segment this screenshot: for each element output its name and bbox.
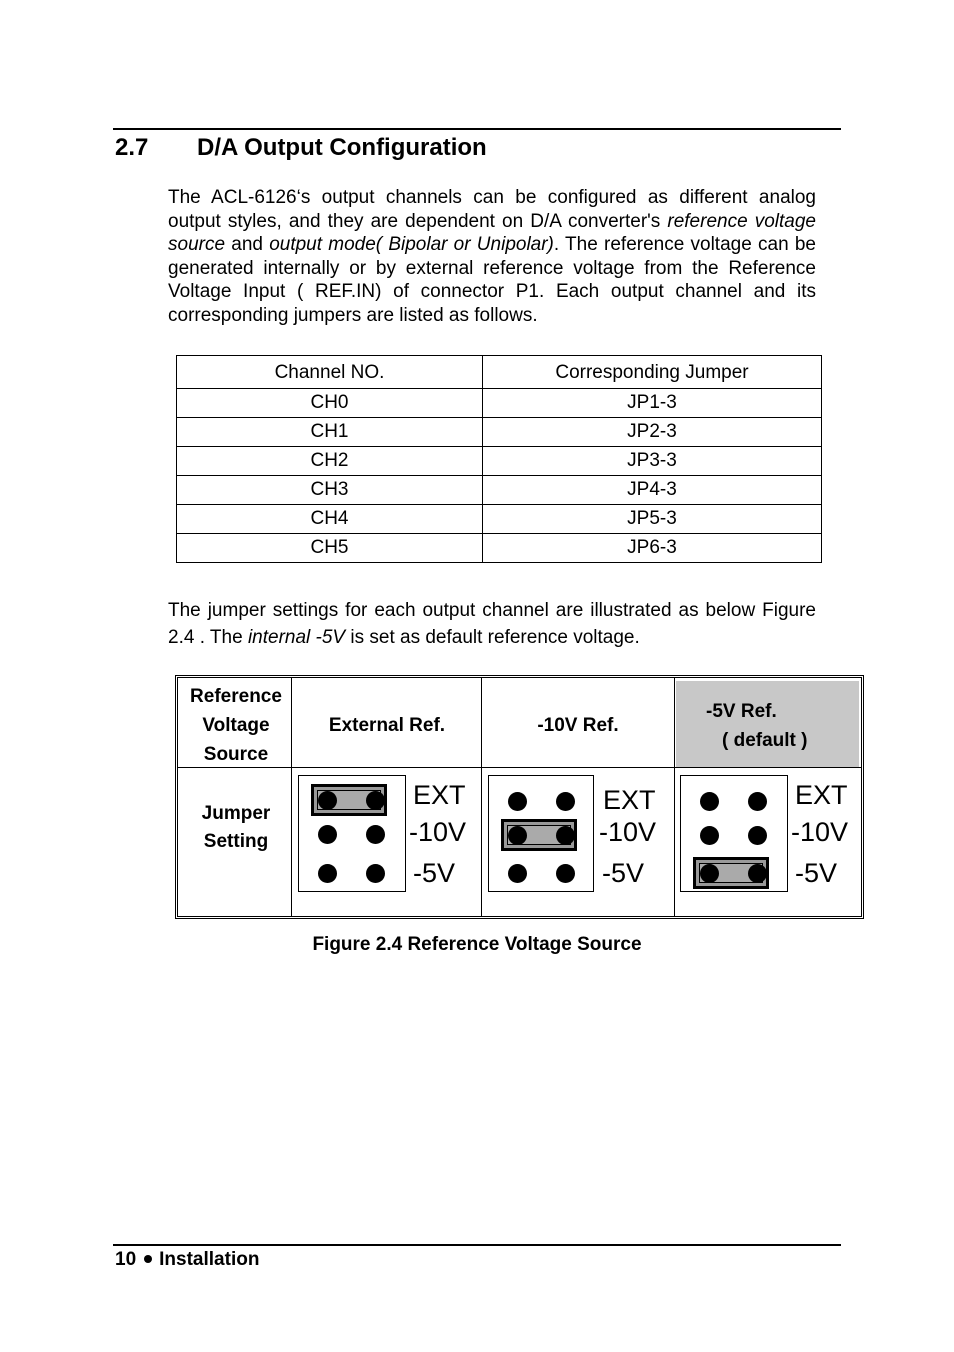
pin-label-10v: -10V bbox=[599, 817, 657, 847]
jumper-pin bbox=[556, 792, 575, 811]
table-row bbox=[177, 534, 822, 563]
col-header-10v: -10V Ref. bbox=[537, 715, 619, 736]
jumper-pin bbox=[508, 864, 527, 883]
intro-paragraph bbox=[168, 186, 816, 328]
jumper-text-2: is set as default reference voltage. bbox=[345, 627, 640, 648]
jumper-cell: JP4-3 bbox=[483, 476, 822, 505]
channel-cell: CH5 bbox=[177, 534, 483, 563]
page-footer bbox=[115, 1249, 259, 1271]
intro-text-2: and bbox=[225, 234, 270, 256]
channel-jumper-table bbox=[176, 355, 822, 563]
table-row bbox=[177, 447, 822, 476]
jumper-pin bbox=[366, 791, 385, 810]
col-header-external: External Ref. bbox=[328, 715, 446, 736]
column-divider bbox=[291, 678, 292, 916]
table-row bbox=[177, 476, 822, 505]
jumper-pin bbox=[556, 864, 575, 883]
pin-label-ext: EXT bbox=[603, 785, 656, 815]
column-divider bbox=[481, 678, 482, 916]
header-channel: Channel NO. bbox=[177, 356, 483, 389]
intro-italic-1: reference voltage source bbox=[168, 210, 816, 256]
header-jumper: Corresponding Jumper bbox=[483, 356, 822, 389]
jumper-pin bbox=[318, 825, 337, 844]
page-number: 10 bbox=[115, 1249, 137, 1270]
jumper-pin bbox=[366, 825, 385, 844]
reference-voltage-figure bbox=[175, 675, 864, 919]
table-row bbox=[177, 505, 822, 534]
top-rule bbox=[113, 128, 841, 130]
jumper-italic-1: internal -5V bbox=[247, 627, 346, 648]
jumper-pin bbox=[318, 864, 337, 883]
jumper-pin bbox=[700, 826, 719, 845]
intro-text-1: The ACL-6126‘s output channels can be configured as different analog output styles, and they are dependent on D/A converter's bbox=[168, 187, 816, 232]
intro-italic-2: output mode( Bipolar or Unipolar) bbox=[269, 234, 554, 256]
pin-label-5v: -5V bbox=[413, 858, 456, 888]
jumper-pin bbox=[748, 792, 767, 811]
jumper-pin bbox=[748, 864, 767, 883]
col-header-5v: -5V Ref. bbox=[706, 701, 777, 722]
jumper-pin bbox=[508, 826, 527, 845]
jumper-cell: JP2-3 bbox=[483, 418, 822, 447]
pin-label-ext: EXT bbox=[413, 780, 466, 810]
channel-cell: CH1 bbox=[177, 418, 483, 447]
table-row bbox=[177, 389, 822, 418]
channel-cell: CH0 bbox=[177, 389, 483, 418]
footer-section: Installation bbox=[159, 1249, 260, 1270]
jumper-pin bbox=[366, 864, 385, 883]
table-row bbox=[177, 418, 822, 447]
figure-caption: Figure 2.4 Reference Voltage Source bbox=[312, 934, 642, 955]
jumper-cell: JP5-3 bbox=[483, 505, 822, 534]
row-header-jumper-setting: Jumper Setting bbox=[201, 803, 271, 852]
section-title: D/A Output Configuration bbox=[197, 134, 487, 161]
pin-label-ext: EXT bbox=[795, 780, 848, 810]
row-header-reference: Reference Voltage Source bbox=[190, 686, 282, 765]
jumper-pin bbox=[556, 826, 575, 845]
column-divider bbox=[674, 678, 675, 916]
pin-label-5v: -5V bbox=[795, 858, 838, 888]
jumper-cell: JP1-3 bbox=[483, 389, 822, 418]
table-header-row bbox=[177, 356, 822, 389]
jumper-pin bbox=[748, 826, 767, 845]
jumper-pin bbox=[700, 864, 719, 883]
jumper-pin bbox=[508, 792, 527, 811]
col-header-5v-default: ( default ) bbox=[722, 730, 808, 751]
jumper-text-1: The jumper settings for each output channel are illustrated as below Figure 2.4 . The bbox=[168, 600, 816, 648]
bullet-dot bbox=[144, 1255, 152, 1263]
pin-label-5v: -5V bbox=[602, 858, 645, 888]
intro-text-3: . The reference voltage can be generated internally or by external reference voltage from the Reference Voltage Input ( REF.IN) of connector P1. Each output channel and its corresponding jumpers are listed as follows. bbox=[168, 234, 816, 326]
pin-label-10v: -10V bbox=[791, 817, 849, 847]
channel-cell: CH4 bbox=[177, 505, 483, 534]
bottom-rule bbox=[113, 1244, 841, 1246]
jumper-pin bbox=[318, 791, 337, 810]
jumper-cell: JP3-3 bbox=[483, 447, 822, 476]
jumper-cell: JP6-3 bbox=[483, 534, 822, 563]
pin-label-10v: -10V bbox=[409, 817, 467, 847]
jumper-pin bbox=[700, 792, 719, 811]
channel-cell: CH3 bbox=[177, 476, 483, 505]
channel-cell: CH2 bbox=[177, 447, 483, 476]
section-heading bbox=[115, 134, 487, 162]
section-number: 2.7 bbox=[115, 134, 149, 161]
jumper-paragraph bbox=[168, 597, 816, 651]
